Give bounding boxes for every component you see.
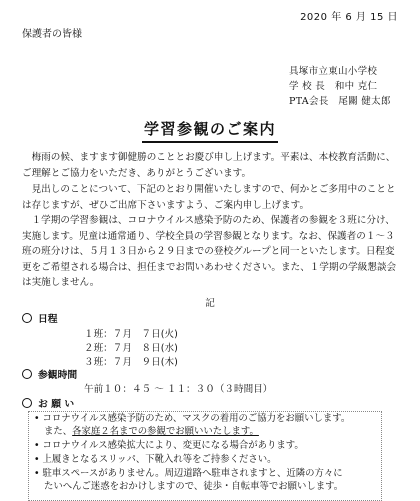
time-heading: [22, 367, 77, 381]
paragraph-greeting: [22, 150, 402, 181]
requests-heading: [22, 396, 74, 410]
circle-bullet-icon: [22, 313, 32, 323]
request-1-line2-underlined: 各家庭２名までの参観でお願いいたします。: [72, 426, 259, 437]
title-block: [0, 118, 420, 143]
request-4-line1: 駐車スペースがありません。周辺道路へ駐車されますと、近隣の方々に: [42, 468, 343, 479]
schedule-heading: [22, 311, 58, 325]
request-2-text: コロナウイルス感染拡大により、変更になる場合があります。: [42, 440, 304, 451]
addressee: 保護者の皆様: [22, 29, 82, 40]
invitation-text: 見出しのことについて、下記のとおり開催いたしますので、何かとご多用中のこととは存じますが、ぜひご出席下さいますよう、ご案内申し上げます。: [22, 184, 396, 211]
request-item-1: • コロナウイルス感染予防のため、マスクの着用のご協力をお願いします。 また、各家庭２名までの参観でお願いいたします。: [34, 413, 351, 437]
greeting-text: 梅雨の候、ますます御健勝のこととお慶び申し上げます。平素は、本校教育活動に、ご理解とご協力をいただき、ありがとうございます。: [22, 152, 396, 179]
document-title: 学習参観のご案内: [142, 118, 278, 143]
schedule-heading-text: 日程: [38, 314, 58, 325]
time-heading-text: 参観時間: [38, 370, 78, 381]
document-date: 2020 年 6 月 15 日: [300, 12, 398, 23]
paragraph-details: [22, 213, 402, 291]
request-item-2: • コロナウイルス感染拡大により、変更になる場合があります。: [34, 440, 304, 451]
circle-bullet-icon: [22, 398, 32, 408]
signer-pta: PTA会長 尾關 健太郎: [289, 96, 391, 107]
ki-mark: 記: [205, 298, 215, 309]
time-value: 午前１０：４５ 〜 １１：３０（３時間目）: [84, 384, 273, 395]
request-item-3: • 上履きとなるスリッパ、下靴入れ等をご持参ください。: [34, 454, 277, 465]
schedule-row-1: １班：７月 ７日(火): [84, 329, 178, 340]
requests-heading-text: お 願 い: [38, 399, 75, 410]
signer-school: 具塚市立東山小学校: [289, 66, 378, 77]
circle-bullet-icon: [22, 369, 32, 379]
request-item-4: • 駐車スペースがありません。周辺道路へ駐車されますと、近隣の方々に たいへんご迷惑をおかけしますので、徒歩・自転車等でお願いします。: [34, 468, 344, 492]
request-3-text: 上履きとなるスリッパ、下靴入れ等をご持参ください。: [42, 454, 277, 465]
details-text: １学期の学習参観は、コロナウイルス感染予防のため、保護者の参観を３班に分け、実施します。児童は通常通り、学校全員の学習参観となります。なお、保護者の１〜３班の班分けは、５月１３日から２９日までの登校グループと同一といたします。日程変更をご希望される場合は、担任までお問いあわせください。また、１学期の学級懇談会は実施しません。: [22, 215, 397, 289]
request-4-line2: たいへんご迷惑をおかけしますので、徒歩・自転車等でお願いします。: [44, 481, 344, 492]
request-1-line1: コロナウイルス感染予防のため、マスクの着用のご協力をお願いします。: [42, 413, 351, 424]
schedule-row-2: ２班：７月 ８日(水): [84, 343, 178, 354]
request-1-line2-prefix: また、: [44, 426, 73, 437]
schedule-row-3: ３班：７月 ９日(木): [84, 357, 178, 368]
signer-principal: 学 校 長 和中 克仁: [289, 81, 378, 92]
paragraph-invitation: [22, 182, 402, 213]
